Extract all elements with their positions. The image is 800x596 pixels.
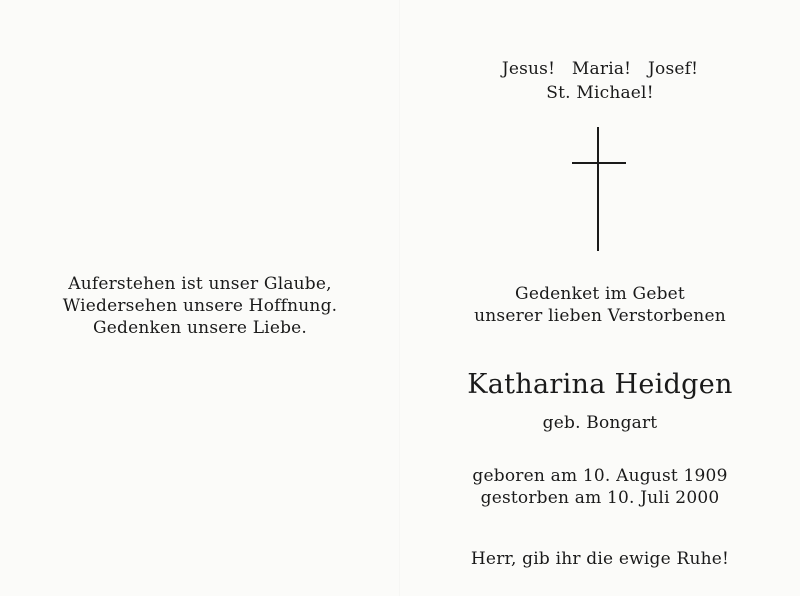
remember-line-1: Gedenket im Gebet	[515, 284, 685, 304]
verse-line-3: Gedenken unsere Liebe.	[92, 318, 308, 338]
closing-prayer-text: Herr, gib ihr die ewige Ruhe!	[470, 549, 730, 569]
cross-vertical-beam	[597, 127, 599, 251]
maiden-name-text: geb. Bongart	[542, 413, 658, 433]
verse-line-2: Wiedersehen unsere Hoffnung.	[62, 296, 338, 316]
verse-line-1: Auferstehen ist unser Glaube,	[68, 274, 332, 294]
verse-block	[10, 273, 390, 339]
invocation-line-2: St. Michael!	[546, 83, 654, 103]
maiden-name	[400, 412, 800, 434]
deceased-name-text: Katharina Heidgen	[467, 369, 733, 400]
invocation-line-1: Jesus! Maria! Josef!	[501, 59, 699, 79]
right-panel	[400, 0, 800, 596]
cross-horizontal-beam	[572, 162, 626, 164]
invocation-block	[400, 57, 800, 105]
remember-line-2: unserer lieben Verstorbenen	[474, 306, 726, 326]
closing-prayer	[400, 548, 800, 570]
death-date: gestorben am 10. Juli 2000	[480, 488, 720, 508]
deceased-name	[400, 368, 800, 402]
remember-block	[400, 283, 800, 327]
life-dates	[400, 465, 800, 509]
birth-date: geboren am 10. August 1909	[472, 466, 728, 486]
latin-cross-icon	[572, 127, 626, 251]
